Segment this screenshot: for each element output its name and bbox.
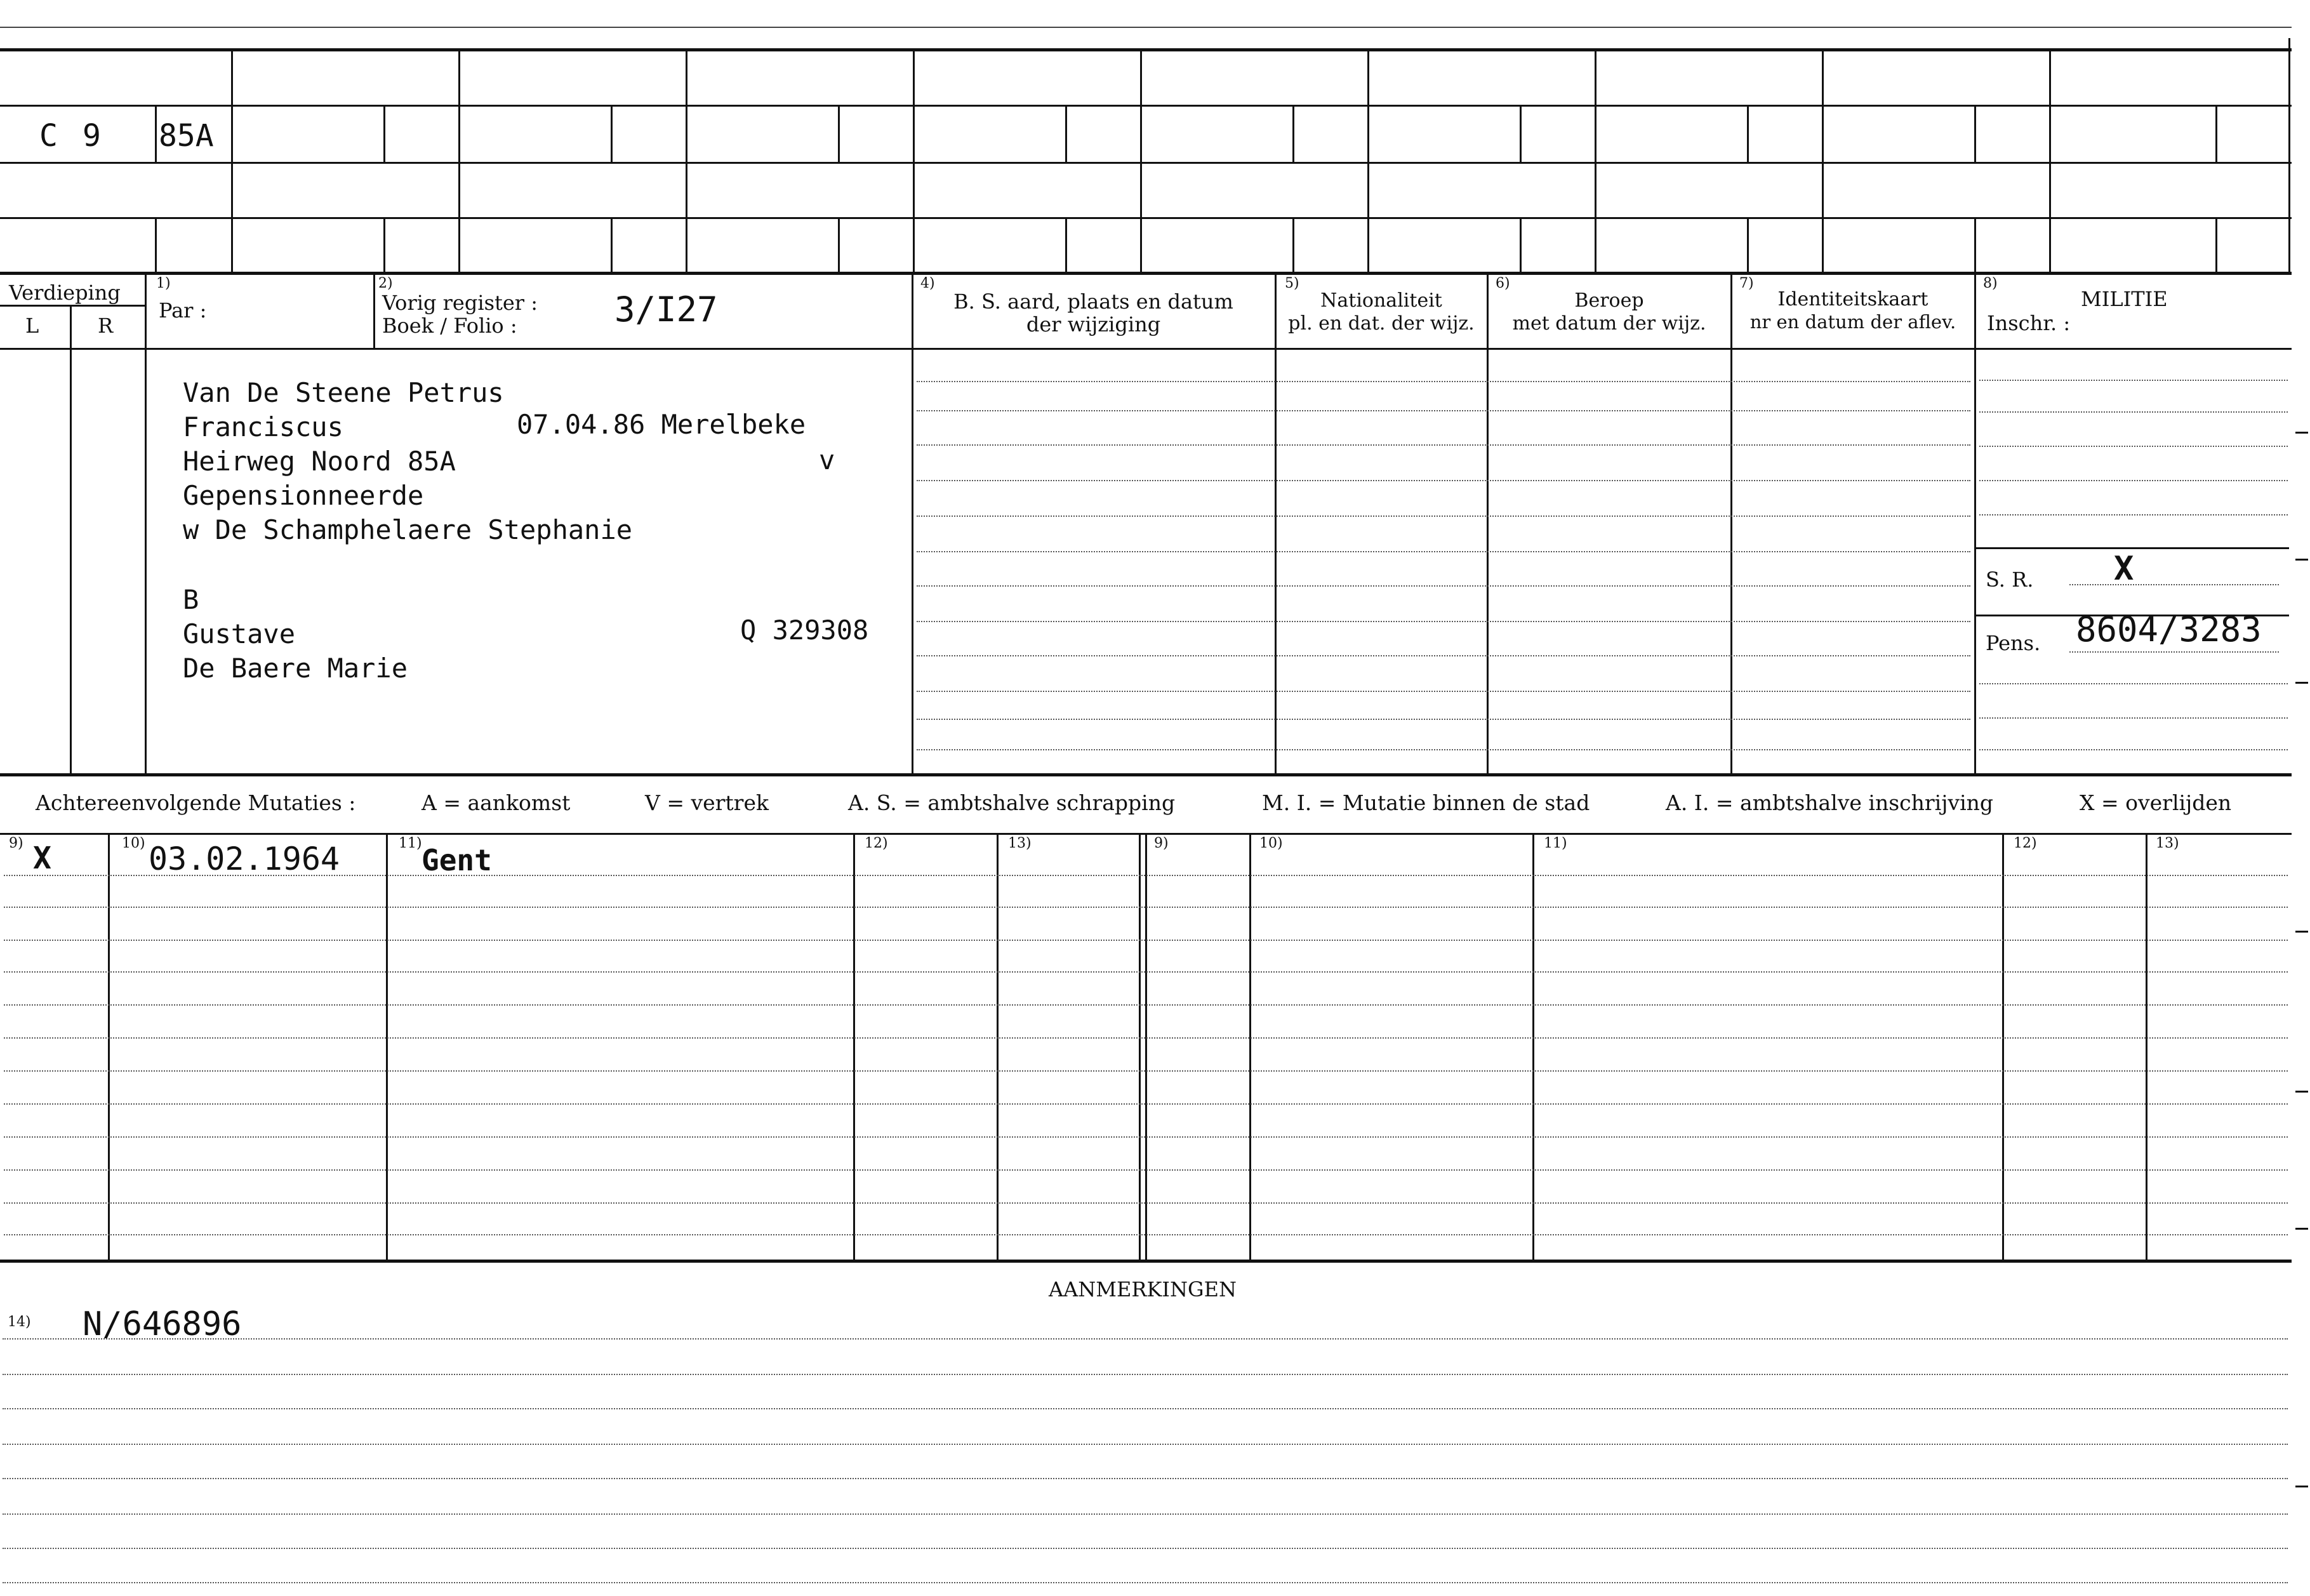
col7-num: 7) [1739, 276, 1754, 291]
mut-num-9: 12) [2014, 835, 2037, 851]
house-number: 85A [159, 118, 214, 154]
vorig-register-value: 3/I27 [614, 289, 718, 329]
code-letter: C [39, 118, 58, 154]
col4-label-a: B. S. aard, plaats en datum [953, 289, 1233, 314]
col8-label-b: Inschr. : [1987, 311, 2071, 335]
person-line2-name: Franciscus [183, 411, 343, 442]
legend-aankomst: A = aankomst [422, 790, 571, 815]
pens-value: 8604/3283 [2076, 609, 2262, 649]
col4-num: 4) [920, 276, 935, 291]
person-line6: B [183, 584, 199, 615]
col6-num: 6) [1496, 276, 1510, 291]
person-line3: Heirweg Noord 85A [183, 446, 456, 477]
col5-label-a: Nationaliteit [1320, 289, 1442, 312]
legend-overlijden: X = overlijden [2080, 790, 2232, 815]
person-line3-mark: v [819, 444, 835, 475]
verdieping-left: L [25, 314, 39, 338]
person-line1: Van De Steene Petrus [183, 377, 504, 408]
legend-mutatie-binnen: M. I. = Mutatie binnen de stad [1262, 790, 1590, 815]
person-line8: De Baere Marie [183, 653, 408, 684]
col4-label-b: der wijziging [1026, 312, 1161, 336]
legend-title: Achtereenvolgende Mutaties : [36, 790, 356, 815]
remarks-num: 14) [8, 1314, 31, 1330]
col8-num: 8) [1983, 276, 1998, 291]
remarks-title: AANMERKINGEN [1049, 1277, 1237, 1301]
col1-num: 1) [156, 276, 171, 291]
col2-num: 2) [378, 276, 393, 291]
mut-num-7: 10) [1259, 835, 1283, 851]
legend-ambtshalve-schrapping: A. S. = ambtshalve schrapping [848, 790, 1176, 815]
person-line2-birth: 07.04.86 Merelbeke [517, 409, 806, 440]
sr-value: X [2114, 550, 2134, 588]
code-number: 9 [83, 118, 101, 154]
col5-num: 5) [1285, 276, 1299, 291]
mut-num-3: 11) [399, 835, 422, 851]
person-line7-id: Q 329308 [740, 615, 869, 646]
person-line4: Gepensionneerde [183, 480, 424, 511]
mutation-place: Gent [422, 843, 492, 877]
col5-label-b: pl. en dat. der wijz. [1288, 312, 1475, 335]
sr-label: S. R. [1986, 568, 2034, 592]
col2-label-a: Vorig register : [382, 291, 538, 315]
person-line5: w De Schamphelaere Stephanie [183, 514, 633, 545]
remarks-value: N/646896 [83, 1305, 242, 1343]
col7-label-a: Identiteitskaart [1777, 288, 1928, 310]
col1-label: Par : [159, 298, 207, 323]
mut-num-5: 13) [1008, 835, 1032, 851]
mut-num-6: 9) [1154, 835, 1169, 851]
col8-label-a: MILITIE [2081, 287, 2168, 311]
col6-label-a: Beroep [1574, 289, 1644, 312]
mutation-type: X [33, 841, 51, 876]
mutation-date: 03.02.1964 [149, 841, 340, 877]
mut-num-8: 11) [1544, 835, 1567, 851]
col2-label-b: Boek / Folio : [382, 314, 517, 338]
verdieping-label: Verdieping [9, 281, 121, 305]
legend-vertrek: V = vertrek [645, 790, 769, 815]
mut-num-2: 10) [122, 835, 145, 851]
mut-num-1: 9) [9, 835, 23, 851]
pens-label: Pens. [1986, 631, 2041, 655]
col6-label-b: met datum der wijz. [1512, 312, 1706, 335]
legend-ambtshalve-inschrijving: A. I. = ambtshalve inschrijving [1666, 790, 1994, 815]
mut-num-10: 13) [2156, 835, 2179, 851]
mut-num-4: 12) [865, 835, 888, 851]
verdieping-right: R [98, 314, 114, 338]
person-line7: Gustave [183, 618, 296, 649]
col7-label-b: nr en datum der aflev. [1749, 311, 1956, 333]
